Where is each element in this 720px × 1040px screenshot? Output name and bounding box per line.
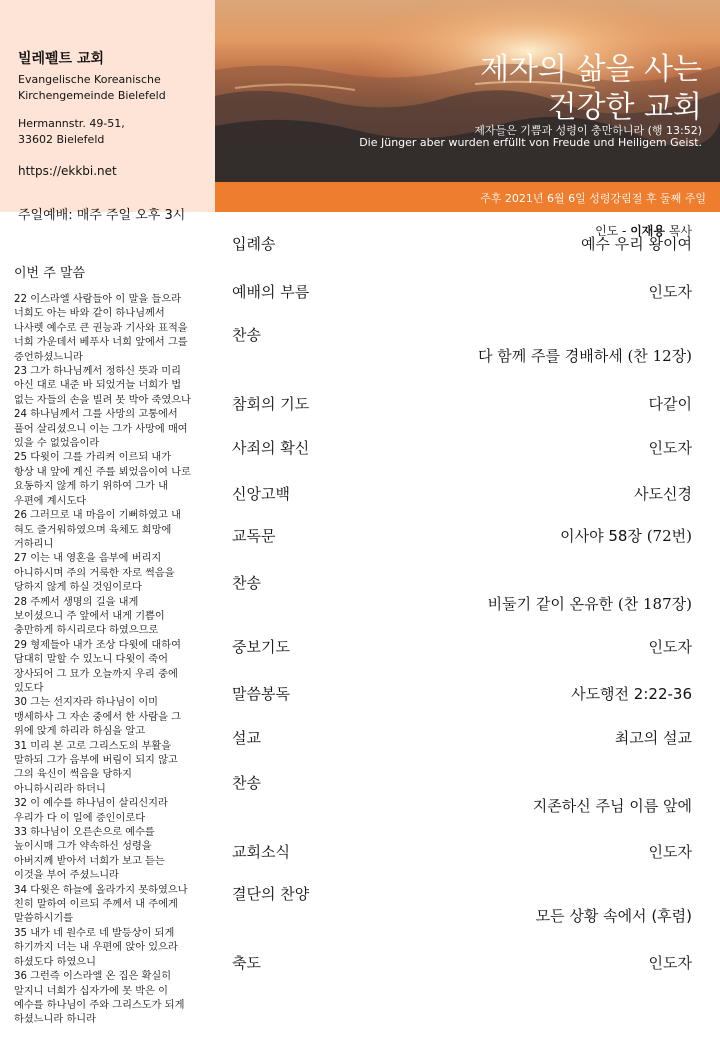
church-name-german-line2: Kirchengemeinde Bielefeld [18,89,166,102]
order-item-value [634,483,692,504]
scripture-line: 이것을 부어 주셨느니라 [14,870,119,882]
order-item-value [615,727,692,748]
scripture-line: 22 이스라엘 사람들아 이 말을 들으라 [14,294,181,305]
worship-time: 주일예배: 매주 주일 오후 3시 [18,208,186,223]
scripture-line: 있을 수 없었음이라 [14,438,100,450]
scripture-line: 하셨도다 하였으니 [14,956,96,968]
order-item-value-main: 사도신경 [634,485,692,503]
scripture-line: 담대히 말할 수 있노니 다윗이 죽어 [14,654,168,666]
scripture-line: 친히 말하여 이르되 주께서 내 주에게 [14,899,178,911]
scripture-line: 너희 가운데서 베푸사 너희 앞에서 그를 [14,337,188,349]
header-banner [215,0,720,182]
order-item-value [533,795,692,816]
banner-title-line2: 건강한 교회 [547,90,702,125]
order-item-label: 사죄의 확신 [232,439,310,457]
order-item-label: 신앙고백 [232,485,290,503]
order-item-note: (찬 187장) [613,595,692,613]
order-item-note: (72번) [641,527,692,545]
order-item-label: 참회의 기도 [232,395,310,413]
order-item-value [478,345,692,366]
scripture-line: 그의 육신이 썩음을 당하지 [14,769,132,781]
scripture-line: 24 하나님께서 그를 사망의 고통에서 [14,409,178,421]
scripture-line: 36 그런즉 이스라엘 온 집은 확실히 [14,971,172,983]
scripture-line: 거하리니 [14,538,54,550]
order-item-value-main: 모든 상황 속에서 (후렴) [535,907,692,925]
scripture-line: 없는 자들의 손을 빌려 못 박아 죽였으나 [14,394,191,406]
scripture-line: 아신 대로 내준 바 되었거늘 너희가 법 [14,380,182,392]
scripture-line: 너희도 아는 바와 같이 하나님께서 [14,308,165,320]
scripture-line: 높이시매 그가 약속하신 성령을 [14,841,152,853]
order-item-value-main: 예수 우리 왕이여 [581,235,692,253]
scripture-line: 풀어 살리셨으니 이는 그가 사망에 매여 [14,423,188,435]
leader-title: 목사 [665,224,692,238]
order-item-value-main: 지존하신 주님 이름 앞에 [532,797,692,815]
order-item-value-main: 사도행전 2:22-36 [571,685,692,703]
order-item-label: 결단의 찬양 [232,885,310,903]
scripture-line: 보이셨으니 주 앞에서 내게 기쁨이 [14,610,165,622]
scripture-line: 28 주께서 생명의 길을 내게 [14,596,139,608]
scripture-line: 25 다윗이 그를 가리켜 이르되 내가 [14,452,172,464]
scripture-line: 장사되어 그 묘가 오늘까지 우리 중에 [14,668,178,680]
banner-verse-german: Die Jünger aber wurden erfüllt von Freude und Heiligem Geist. [359,136,702,149]
scripture-line: 하기까지 너는 내 우편에 앉아 있으라 [14,942,178,954]
church-name: 빌레펠트 교회 [18,51,105,67]
order-item-label: 찬송 [232,774,261,792]
leader-role: 인도 - [595,224,631,238]
church-info-panel [0,0,215,212]
order-item-value [649,841,692,862]
service-date: 주후 2021년 6월 6일 성령강림절 후 둘째 주일 [480,192,706,205]
scripture-line: 항상 내 앞에 계신 주를 뵈었음이여 나로 [14,466,191,478]
scripture-line: 예수를 하나님이 주와 그리스도가 되게 [14,999,185,1011]
order-item-value-main: 비둘기 같이 온유한 [487,595,614,613]
scripture-line: 있도다 [14,682,44,694]
order-item-value-main: 이사야 58장 [560,527,642,545]
order-item-value [560,525,692,546]
week-scripture-heading: 이번 주 말씀 [14,266,86,281]
date-bar [215,182,720,212]
leader-name: 이재용 [630,224,665,238]
scripture-line: 하셨느니라 하니라 [14,1014,96,1026]
scripture-line: 우리가 다 이 일에 증인이로다 [14,812,146,824]
scripture-line: 위에 앉게 하리라 하심을 알고 [14,726,146,738]
scripture-line: 35 내가 네 원수로 네 발등상이 되게 [14,927,175,939]
order-item-label: 축도 [232,954,261,972]
scripture-line: 29 형제들아 내가 조상 다윗에 대하여 [14,639,181,651]
order-item-value-main: 인도자 [648,638,692,656]
scripture-line: 요동하지 않게 하기 위하여 그가 내 [14,481,168,493]
order-item-value [581,233,692,254]
order-item-label: 교독문 [232,527,276,545]
scripture-line: 34 다윗은 하늘에 올라가지 못하였으나 [14,884,188,896]
order-item-value [649,281,692,302]
address-line2: 33602 Bielefeld [18,133,105,146]
order-item-label: 예배의 부름 [232,283,310,301]
scripture-text [14,293,214,1028]
scripture-line: 증언하셨느니라 [14,351,83,363]
scripture-line: 32 이 예수를 하나님이 살리신지라 [14,798,168,810]
order-item-label: 설교 [232,729,261,747]
scripture-line: 말하되 그가 음부에 버림이 되지 않고 [14,755,178,766]
church-website[interactable]: https://ekkbi.net [18,164,117,178]
order-item-label: 입례송 [232,235,276,253]
scripture-line: 우편에 계시도다 [14,495,87,507]
address-line1: Hermannstr. 49-51, [18,117,125,130]
scripture-line: 충만하게 하시리로다 하였으므로 [14,625,159,637]
order-item-value [571,683,692,704]
church-name-german-line1: Evangelische Koreanische [18,73,161,86]
scripture-line: 맹세하사 그 자손 중에서 한 사람을 그 [14,711,182,723]
banner-verse-korean: 제자들은 기쁨과 성령이 충만하니라 (행 13:52) [474,124,702,137]
banner-title-line1: 제자의 삶을 사는 [480,52,702,87]
church-address [18,116,125,148]
order-item-value-main: 인도자 [648,283,692,301]
order-item-value [488,593,692,614]
scripture-line: 33 하나님이 오른손으로 예수를 [14,827,155,839]
order-item-value [649,393,692,414]
scripture-line: 30 그는 선지자라 하나님이 이미 [14,697,159,709]
order-item-label: 찬송 [232,326,261,344]
order-item-value-main: 최고의 설교 [614,729,692,747]
scripture-line: 아니하시며 주의 거룩한 자로 썩음을 [14,567,175,579]
order-item-value [649,636,692,657]
scripture-line: 아니하시리라 하더니 [14,783,106,795]
scripture-line: 아버지께 받아서 너희가 보고 듣는 [14,855,165,867]
scripture-line: 알지니 너희가 십자가에 못 박은 이 [14,985,168,997]
order-item-value [649,952,692,973]
order-item-label: 찬송 [232,574,261,592]
scripture-line: 27 이는 내 영혼을 음부에 버리지 [14,553,162,565]
order-item-label: 교회소식 [232,843,290,861]
scripture-line: 당하지 않게 하실 것임이로다 [14,582,142,594]
order-item-value [536,905,692,926]
scripture-line: 31 미리 본 고로 그리스도의 부활을 [14,740,172,752]
order-item-value-main: 인도자 [648,954,692,972]
order-item-note: (찬 12장) [622,347,692,365]
scripture-line: 말씀하시기를 [14,913,74,925]
order-item-label: 말씀봉독 [232,685,290,703]
order-item-value-main: 인도자 [648,843,692,861]
scripture-line: 23 그가 하나님께서 정하신 뜻과 미리 [14,366,181,378]
scripture-line: 나사렛 예수로 큰 권능과 기사와 표적을 [14,322,188,334]
church-name-german [18,72,166,104]
order-item-value-main: 인도자 [648,439,692,457]
order-item-value-main: 다 함께 주를 경배하세 [477,347,623,365]
order-item-label: 중보기도 [232,638,290,656]
order-item-value-main: 다같이 [648,395,692,413]
scripture-line: 혀도 즐거워하였으며 육체도 희망에 [14,524,172,536]
order-item-value [649,437,692,458]
scripture-line: 26 그러므로 내 마음이 기뻐하였고 내 [14,510,181,522]
